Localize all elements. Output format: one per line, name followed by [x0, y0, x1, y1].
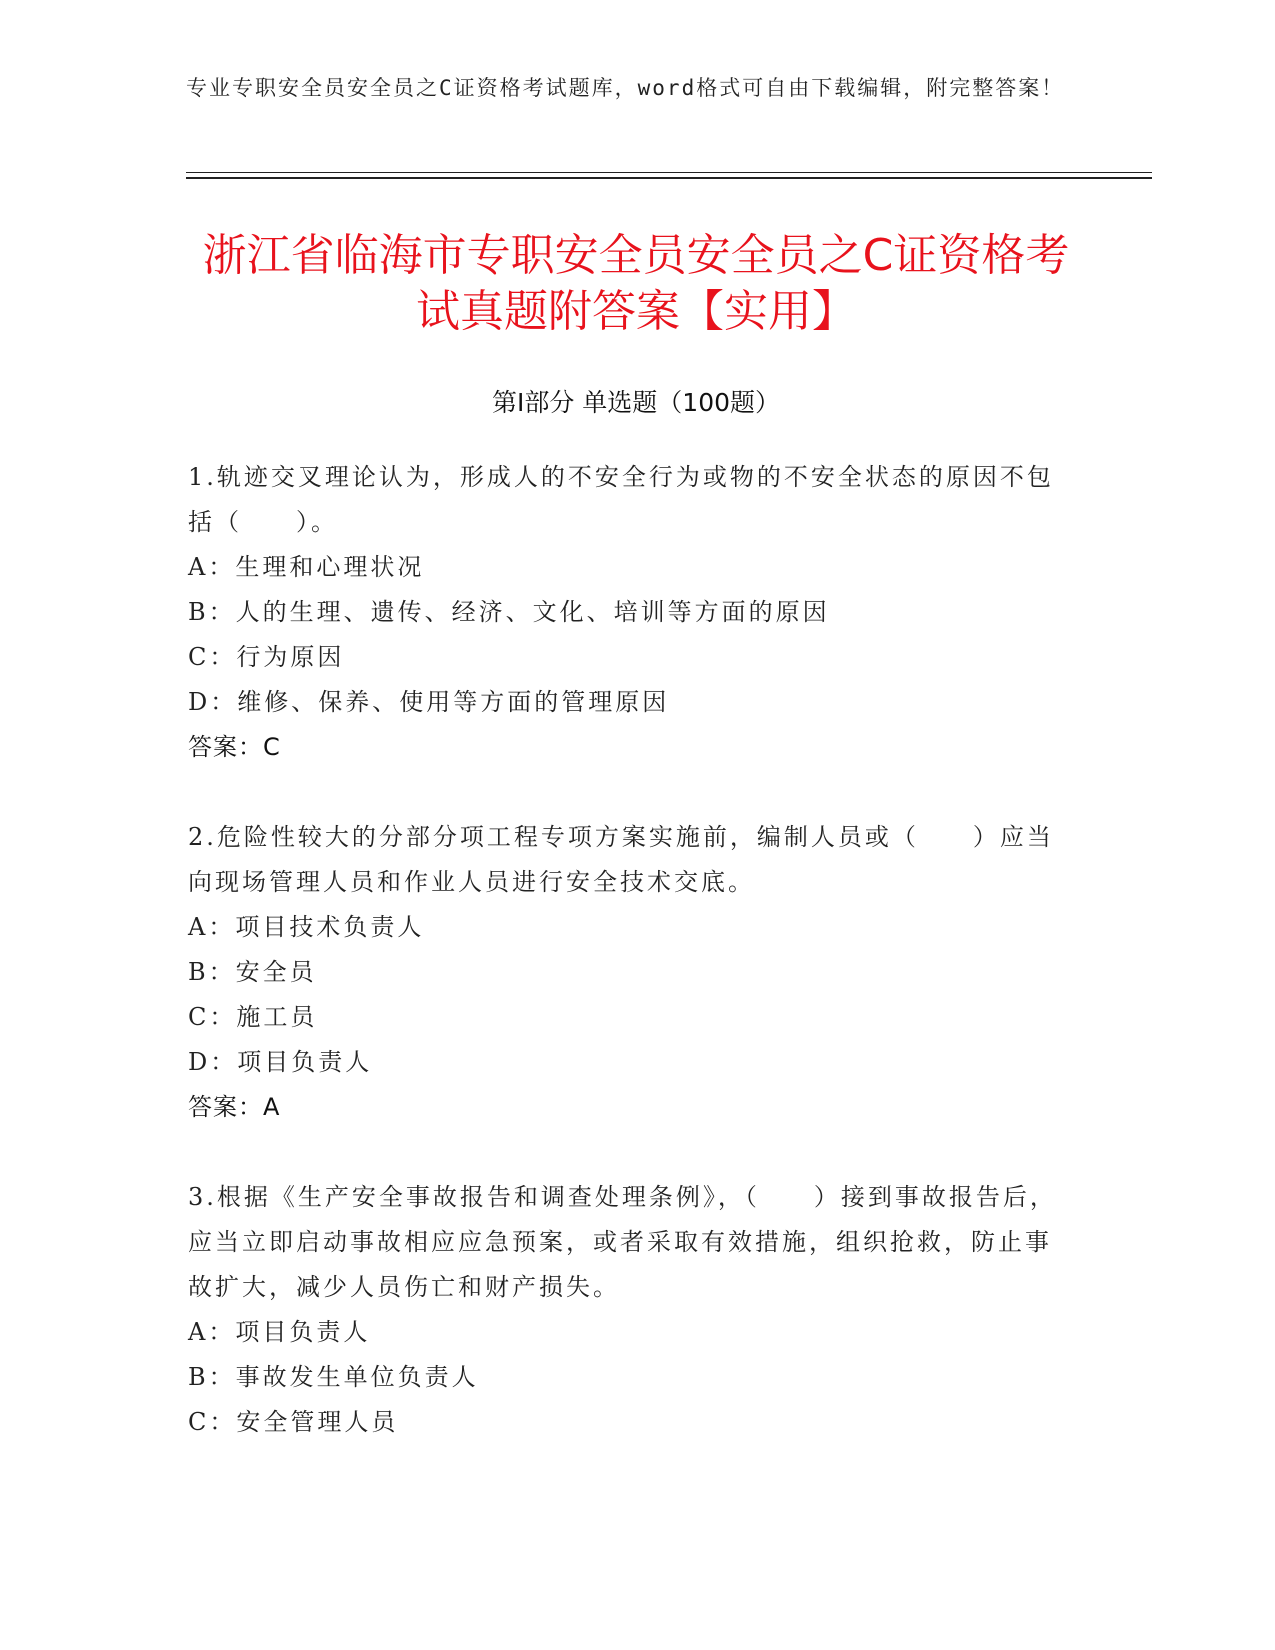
header-note: 专业专职安全员安全员之C证资格考试题库，word格式可自由下载编辑，附完整答案！: [186, 76, 1065, 100]
question-stem: 1.轨迹交叉理论认为，形成人的不安全行为或物的不安全状态的原因不包括（ ）。: [188, 463, 1054, 536]
header-divider-thick: [186, 177, 1152, 179]
question-2: [188, 815, 1068, 1130]
question-stem: 2.危险性较大的分部分项工程专项方案实施前，编制人员或（ ）应当向现场管理人员和作业人员进行安全技术交底。: [188, 823, 1054, 896]
header-divider-thin: [186, 172, 1152, 173]
option-b: B：人的生理、遗传、经济、文化、培训等方面的原因: [188, 598, 830, 626]
option-a: A：项目负责人: [188, 1318, 371, 1346]
option-a: A：项目技术负责人: [188, 913, 425, 941]
document-title: 浙江省临海市专职安全员安全员之C证资格考试真题附答案【实用】: [202, 230, 1070, 337]
option-c: C：安全管理人员: [188, 1408, 399, 1436]
section-heading: 第Ⅰ部分 单选题（100题）: [491, 388, 781, 417]
question-stem: 3.根据《生产安全事故报告和调查处理条例》，（ ）接到事故报告后，应当立即启动事故相应应急预案，或者采取有效措施，组织抢救，防止事故扩大，减少人员伤亡和财产损失。: [188, 1183, 1057, 1301]
question-3: [188, 1175, 1068, 1445]
option-c: C：施工员: [188, 1003, 318, 1031]
option-c: C：行为原因: [188, 643, 345, 671]
option-d: D：维修、保养、使用等方面的管理原因: [188, 688, 670, 716]
option-b: B：安全员: [188, 958, 317, 986]
option-d: D：项目负责人: [188, 1048, 373, 1076]
option-a: A：生理和心理状况: [188, 553, 425, 581]
option-b: B：事故发生单位负责人: [188, 1363, 479, 1391]
question-1: [188, 455, 1068, 770]
answer: 答案：A: [188, 1093, 281, 1121]
answer: 答案：C: [188, 733, 281, 761]
